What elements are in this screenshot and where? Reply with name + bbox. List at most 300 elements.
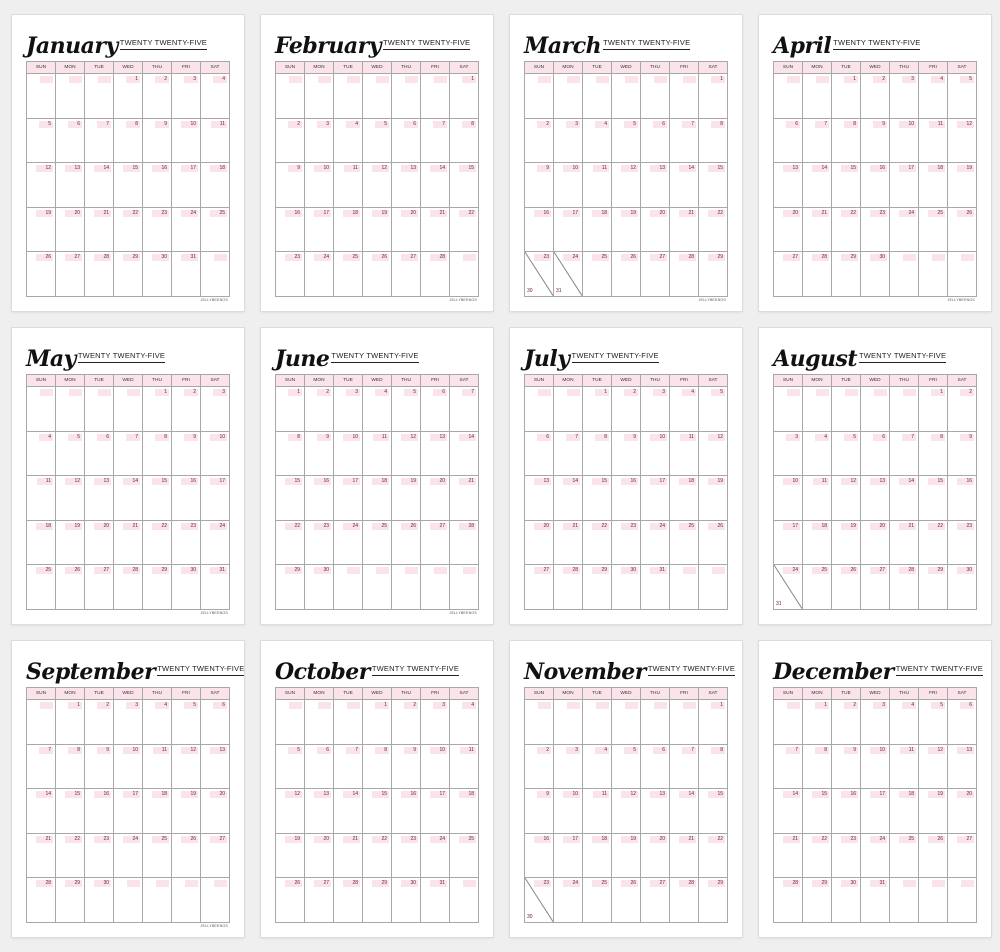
day-cell[interactable]: [699, 431, 728, 476]
day-cell[interactable]: [334, 833, 363, 878]
day-cell[interactable]: [392, 700, 421, 745]
day-cell[interactable]: [525, 520, 554, 565]
day-cell[interactable]: [641, 878, 670, 923]
day-cell[interactable]: [832, 744, 861, 789]
day-cell[interactable]: [861, 207, 890, 252]
day-cell[interactable]: [699, 163, 728, 208]
day-cell[interactable]: [890, 520, 919, 565]
day-cell[interactable]: [525, 207, 554, 252]
day-cell[interactable]: [334, 118, 363, 163]
day-cell[interactable]: [201, 878, 230, 923]
day-cell[interactable]: [554, 387, 583, 432]
day-cell[interactable]: [861, 744, 890, 789]
day-cell[interactable]: [143, 833, 172, 878]
day-cell[interactable]: [450, 252, 479, 297]
day-cell[interactable]: [583, 476, 612, 521]
day-cell[interactable]: [392, 207, 421, 252]
day-cell[interactable]: [450, 476, 479, 521]
day-cell[interactable]: [861, 565, 890, 610]
day-cell[interactable]: [172, 74, 201, 119]
day-cell[interactable]: [363, 520, 392, 565]
day-cell[interactable]: [276, 520, 305, 565]
day-cell[interactable]: [525, 118, 554, 163]
day-cell[interactable]: [27, 431, 56, 476]
day-cell[interactable]: [774, 431, 803, 476]
day-cell[interactable]: [85, 207, 114, 252]
day-cell[interactable]: [85, 520, 114, 565]
day-cell[interactable]: [612, 520, 641, 565]
day-cell[interactable]: [861, 163, 890, 208]
day-cell[interactable]: [392, 387, 421, 432]
day-cell[interactable]: [392, 789, 421, 834]
day-cell[interactable]: [276, 789, 305, 834]
day-cell[interactable]: [612, 744, 641, 789]
day-cell[interactable]: [421, 744, 450, 789]
day-cell[interactable]: [56, 387, 85, 432]
day-cell[interactable]: [85, 833, 114, 878]
day-cell[interactable]: [612, 74, 641, 119]
day-cell[interactable]: [554, 476, 583, 521]
day-cell[interactable]: [670, 252, 699, 297]
day-cell[interactable]: [948, 476, 977, 521]
day-cell[interactable]: [114, 118, 143, 163]
day-cell[interactable]: [363, 207, 392, 252]
day-cell[interactable]: [392, 74, 421, 119]
day-cell[interactable]: [172, 878, 201, 923]
day-cell[interactable]: [890, 387, 919, 432]
day-cell[interactable]: [525, 387, 554, 432]
day-cell[interactable]: [774, 833, 803, 878]
day-cell[interactable]: [143, 387, 172, 432]
day-cell[interactable]: [85, 163, 114, 208]
day-cell[interactable]: [670, 833, 699, 878]
day-cell[interactable]: [363, 476, 392, 521]
day-cell[interactable]: [583, 520, 612, 565]
day-cell[interactable]: [919, 833, 948, 878]
day-cell[interactable]: [525, 700, 554, 745]
day-cell[interactable]: [525, 74, 554, 119]
day-cell[interactable]: [201, 833, 230, 878]
day-cell[interactable]: [890, 476, 919, 521]
day-cell[interactable]: [832, 700, 861, 745]
day-cell[interactable]: [334, 700, 363, 745]
day-cell[interactable]: [699, 118, 728, 163]
day-cell[interactable]: [392, 878, 421, 923]
day-cell[interactable]: [392, 744, 421, 789]
day-cell[interactable]: [670, 387, 699, 432]
day-cell[interactable]: [27, 744, 56, 789]
day-cell[interactable]: [201, 74, 230, 119]
day-cell[interactable]: [421, 565, 450, 610]
day-cell[interactable]: [774, 252, 803, 297]
day-cell[interactable]: [583, 744, 612, 789]
day-cell[interactable]: [861, 118, 890, 163]
day-cell[interactable]: [670, 744, 699, 789]
day-cell[interactable]: [421, 387, 450, 432]
day-cell[interactable]: [612, 387, 641, 432]
day-cell[interactable]: [803, 163, 832, 208]
day-cell[interactable]: [56, 789, 85, 834]
day-cell[interactable]: [890, 118, 919, 163]
day-cell[interactable]: [201, 431, 230, 476]
day-cell[interactable]: [774, 744, 803, 789]
day-cell[interactable]: [803, 74, 832, 119]
day-cell[interactable]: [890, 207, 919, 252]
day-cell[interactable]: [143, 207, 172, 252]
day-cell[interactable]: [803, 520, 832, 565]
day-cell[interactable]: [114, 387, 143, 432]
day-cell[interactable]: [172, 431, 201, 476]
day-cell[interactable]: [890, 252, 919, 297]
day-cell[interactable]: [276, 207, 305, 252]
day-cell[interactable]: [305, 744, 334, 789]
day-cell[interactable]: [201, 744, 230, 789]
day-cell[interactable]: [832, 833, 861, 878]
day-cell[interactable]: [85, 252, 114, 297]
day-cell[interactable]: [554, 431, 583, 476]
day-cell[interactable]: [56, 431, 85, 476]
day-cell[interactable]: [919, 74, 948, 119]
day-cell[interactable]: [334, 207, 363, 252]
day-cell[interactable]: [890, 700, 919, 745]
day-cell[interactable]: [421, 431, 450, 476]
day-cell[interactable]: [948, 74, 977, 119]
day-cell[interactable]: [612, 118, 641, 163]
day-cell[interactable]: [948, 520, 977, 565]
day-cell[interactable]: [143, 520, 172, 565]
day-cell[interactable]: [803, 744, 832, 789]
day-cell[interactable]: [612, 252, 641, 297]
day-cell[interactable]: [450, 565, 479, 610]
day-cell[interactable]: [919, 252, 948, 297]
day-cell[interactable]: [56, 833, 85, 878]
day-cell[interactable]: [890, 878, 919, 923]
day-cell[interactable]: [201, 789, 230, 834]
day-cell[interactable]: [172, 252, 201, 297]
day-cell[interactable]: [641, 431, 670, 476]
day-cell[interactable]: [641, 520, 670, 565]
day-cell[interactable]: [114, 207, 143, 252]
day-cell[interactable]: [612, 833, 641, 878]
day-cell[interactable]: [948, 878, 977, 923]
day-cell[interactable]: [201, 700, 230, 745]
day-cell[interactable]: [832, 878, 861, 923]
day-cell[interactable]: [450, 74, 479, 119]
day-cell[interactable]: [27, 878, 56, 923]
day-cell[interactable]: [114, 431, 143, 476]
day-cell[interactable]: [276, 431, 305, 476]
day-cell[interactable]: [861, 833, 890, 878]
day-cell[interactable]: [554, 789, 583, 834]
day-cell[interactable]: [363, 74, 392, 119]
day-cell[interactable]: [919, 744, 948, 789]
day-cell[interactable]: [699, 744, 728, 789]
day-cell[interactable]: [525, 252, 554, 297]
day-cell[interactable]: [114, 878, 143, 923]
day-cell[interactable]: [85, 789, 114, 834]
day-cell[interactable]: [774, 476, 803, 521]
day-cell[interactable]: [450, 700, 479, 745]
day-cell[interactable]: [85, 476, 114, 521]
day-cell[interactable]: [56, 74, 85, 119]
day-cell[interactable]: [554, 118, 583, 163]
day-cell[interactable]: [554, 520, 583, 565]
day-cell[interactable]: [774, 878, 803, 923]
day-cell[interactable]: [114, 476, 143, 521]
day-cell[interactable]: [699, 520, 728, 565]
day-cell[interactable]: [172, 163, 201, 208]
day-cell[interactable]: [948, 789, 977, 834]
day-cell[interactable]: [85, 118, 114, 163]
day-cell[interactable]: [450, 163, 479, 208]
day-cell[interactable]: [114, 252, 143, 297]
day-cell[interactable]: [803, 476, 832, 521]
day-cell[interactable]: [56, 744, 85, 789]
day-cell[interactable]: [85, 878, 114, 923]
day-cell[interactable]: [143, 252, 172, 297]
day-cell[interactable]: [363, 252, 392, 297]
day-cell[interactable]: [172, 833, 201, 878]
day-cell[interactable]: [305, 118, 334, 163]
day-cell[interactable]: [583, 565, 612, 610]
day-cell[interactable]: [392, 118, 421, 163]
day-cell[interactable]: [334, 744, 363, 789]
day-cell[interactable]: [201, 520, 230, 565]
day-cell[interactable]: [27, 476, 56, 521]
day-cell[interactable]: [890, 789, 919, 834]
day-cell[interactable]: [450, 207, 479, 252]
day-cell[interactable]: [392, 163, 421, 208]
day-cell[interactable]: [554, 833, 583, 878]
day-cell[interactable]: [554, 207, 583, 252]
day-cell[interactable]: [56, 252, 85, 297]
day-cell[interactable]: [919, 520, 948, 565]
day-cell[interactable]: [919, 431, 948, 476]
day-cell[interactable]: [172, 789, 201, 834]
day-cell[interactable]: [612, 789, 641, 834]
day-cell[interactable]: [305, 878, 334, 923]
day-cell[interactable]: [334, 431, 363, 476]
day-cell[interactable]: [919, 476, 948, 521]
day-cell[interactable]: [919, 700, 948, 745]
day-cell[interactable]: [583, 252, 612, 297]
day-cell[interactable]: [201, 476, 230, 521]
day-cell[interactable]: [56, 118, 85, 163]
day-cell[interactable]: [201, 387, 230, 432]
day-cell[interactable]: [832, 163, 861, 208]
day-cell[interactable]: [948, 565, 977, 610]
day-cell[interactable]: [114, 74, 143, 119]
day-cell[interactable]: [525, 878, 554, 923]
day-cell[interactable]: [421, 833, 450, 878]
day-cell[interactable]: [305, 252, 334, 297]
day-cell[interactable]: [641, 744, 670, 789]
day-cell[interactable]: [85, 74, 114, 119]
day-cell[interactable]: [890, 163, 919, 208]
day-cell[interactable]: [114, 520, 143, 565]
day-cell[interactable]: [832, 431, 861, 476]
day-cell[interactable]: [612, 207, 641, 252]
day-cell[interactable]: [919, 878, 948, 923]
day-cell[interactable]: [803, 878, 832, 923]
day-cell[interactable]: [421, 789, 450, 834]
day-cell[interactable]: [641, 789, 670, 834]
day-cell[interactable]: [276, 74, 305, 119]
day-cell[interactable]: [699, 74, 728, 119]
day-cell[interactable]: [919, 163, 948, 208]
day-cell[interactable]: [56, 878, 85, 923]
day-cell[interactable]: [554, 565, 583, 610]
day-cell[interactable]: [525, 431, 554, 476]
day-cell[interactable]: [670, 700, 699, 745]
day-cell[interactable]: [774, 565, 803, 610]
day-cell[interactable]: [612, 565, 641, 610]
day-cell[interactable]: [919, 387, 948, 432]
day-cell[interactable]: [948, 163, 977, 208]
day-cell[interactable]: [803, 387, 832, 432]
day-cell[interactable]: [641, 74, 670, 119]
day-cell[interactable]: [803, 789, 832, 834]
day-cell[interactable]: [450, 878, 479, 923]
day-cell[interactable]: [699, 878, 728, 923]
day-cell[interactable]: [27, 74, 56, 119]
day-cell[interactable]: [114, 163, 143, 208]
day-cell[interactable]: [948, 207, 977, 252]
day-cell[interactable]: [803, 252, 832, 297]
day-cell[interactable]: [525, 476, 554, 521]
day-cell[interactable]: [803, 565, 832, 610]
day-cell[interactable]: [421, 252, 450, 297]
day-cell[interactable]: [363, 833, 392, 878]
day-cell[interactable]: [803, 431, 832, 476]
day-cell[interactable]: [861, 387, 890, 432]
day-cell[interactable]: [172, 744, 201, 789]
day-cell[interactable]: [832, 252, 861, 297]
day-cell[interactable]: [641, 207, 670, 252]
day-cell[interactable]: [56, 163, 85, 208]
day-cell[interactable]: [803, 700, 832, 745]
day-cell[interactable]: [612, 431, 641, 476]
day-cell[interactable]: [774, 163, 803, 208]
day-cell[interactable]: [27, 565, 56, 610]
day-cell[interactable]: [670, 163, 699, 208]
day-cell[interactable]: [305, 789, 334, 834]
day-cell[interactable]: [421, 74, 450, 119]
day-cell[interactable]: [612, 700, 641, 745]
day-cell[interactable]: [890, 74, 919, 119]
day-cell[interactable]: [583, 431, 612, 476]
day-cell[interactable]: [56, 476, 85, 521]
day-cell[interactable]: [143, 744, 172, 789]
day-cell[interactable]: [114, 700, 143, 745]
day-cell[interactable]: [27, 387, 56, 432]
day-cell[interactable]: [201, 163, 230, 208]
day-cell[interactable]: [172, 565, 201, 610]
day-cell[interactable]: [699, 207, 728, 252]
day-cell[interactable]: [201, 118, 230, 163]
day-cell[interactable]: [861, 878, 890, 923]
day-cell[interactable]: [85, 565, 114, 610]
day-cell[interactable]: [832, 565, 861, 610]
day-cell[interactable]: [363, 163, 392, 208]
day-cell[interactable]: [699, 476, 728, 521]
day-cell[interactable]: [143, 74, 172, 119]
day-cell[interactable]: [201, 252, 230, 297]
day-cell[interactable]: [525, 789, 554, 834]
day-cell[interactable]: [670, 74, 699, 119]
day-cell[interactable]: [334, 252, 363, 297]
day-cell[interactable]: [699, 565, 728, 610]
day-cell[interactable]: [583, 163, 612, 208]
day-cell[interactable]: [774, 207, 803, 252]
day-cell[interactable]: [450, 789, 479, 834]
day-cell[interactable]: [774, 520, 803, 565]
day-cell[interactable]: [27, 700, 56, 745]
day-cell[interactable]: [172, 520, 201, 565]
day-cell[interactable]: [172, 207, 201, 252]
day-cell[interactable]: [948, 118, 977, 163]
day-cell[interactable]: [450, 744, 479, 789]
day-cell[interactable]: [948, 387, 977, 432]
day-cell[interactable]: [919, 789, 948, 834]
day-cell[interactable]: [276, 565, 305, 610]
day-cell[interactable]: [363, 744, 392, 789]
day-cell[interactable]: [948, 431, 977, 476]
day-cell[interactable]: [890, 565, 919, 610]
day-cell[interactable]: [832, 520, 861, 565]
day-cell[interactable]: [27, 520, 56, 565]
day-cell[interactable]: [85, 387, 114, 432]
day-cell[interactable]: [172, 387, 201, 432]
day-cell[interactable]: [948, 833, 977, 878]
day-cell[interactable]: [276, 833, 305, 878]
day-cell[interactable]: [832, 476, 861, 521]
day-cell[interactable]: [114, 833, 143, 878]
day-cell[interactable]: [143, 163, 172, 208]
day-cell[interactable]: [861, 789, 890, 834]
day-cell[interactable]: [276, 252, 305, 297]
day-cell[interactable]: [832, 74, 861, 119]
day-cell[interactable]: [27, 163, 56, 208]
day-cell[interactable]: [172, 700, 201, 745]
day-cell[interactable]: [334, 520, 363, 565]
day-cell[interactable]: [276, 878, 305, 923]
day-cell[interactable]: [890, 744, 919, 789]
day-cell[interactable]: [114, 789, 143, 834]
day-cell[interactable]: [85, 744, 114, 789]
day-cell[interactable]: [421, 163, 450, 208]
day-cell[interactable]: [201, 207, 230, 252]
day-cell[interactable]: [861, 520, 890, 565]
day-cell[interactable]: [143, 476, 172, 521]
day-cell[interactable]: [670, 476, 699, 521]
day-cell[interactable]: [832, 387, 861, 432]
day-cell[interactable]: [85, 431, 114, 476]
day-cell[interactable]: [363, 700, 392, 745]
day-cell[interactable]: [583, 387, 612, 432]
day-cell[interactable]: [27, 252, 56, 297]
day-cell[interactable]: [919, 207, 948, 252]
day-cell[interactable]: [276, 387, 305, 432]
day-cell[interactable]: [305, 74, 334, 119]
day-cell[interactable]: [774, 789, 803, 834]
day-cell[interactable]: [392, 252, 421, 297]
day-cell[interactable]: [392, 833, 421, 878]
day-cell[interactable]: [143, 700, 172, 745]
day-cell[interactable]: [392, 520, 421, 565]
day-cell[interactable]: [774, 387, 803, 432]
day-cell[interactable]: [450, 431, 479, 476]
